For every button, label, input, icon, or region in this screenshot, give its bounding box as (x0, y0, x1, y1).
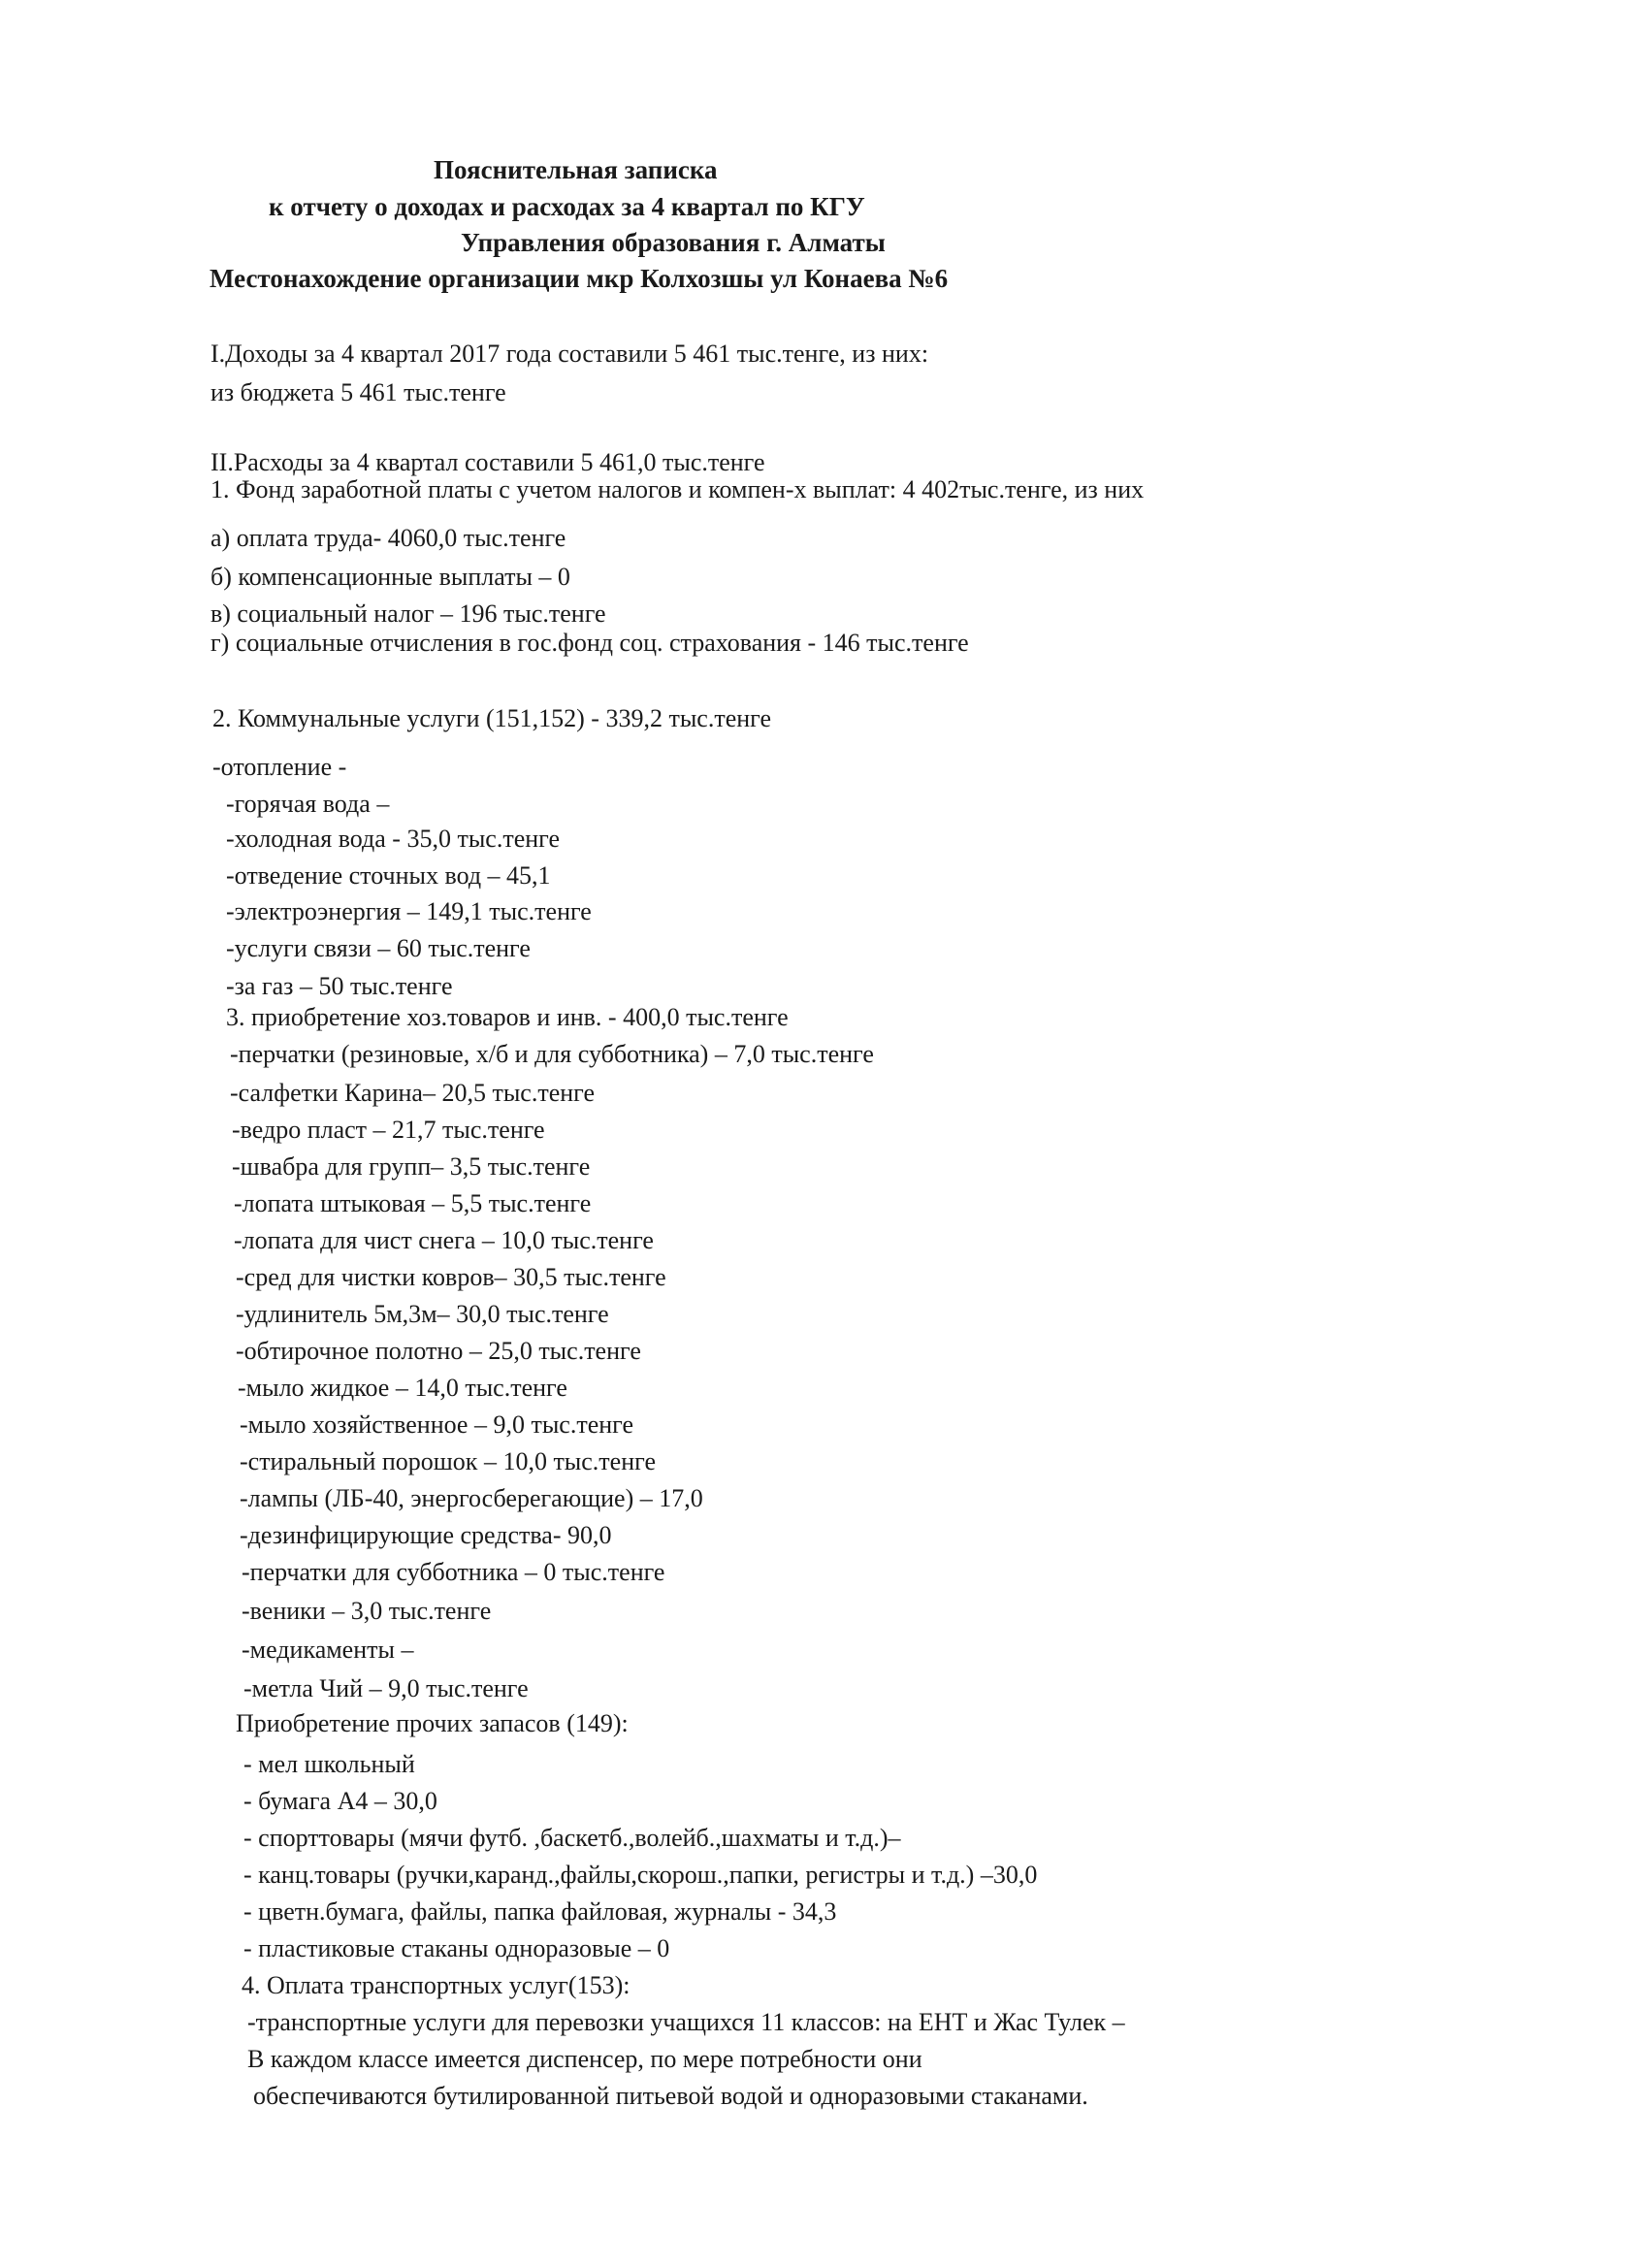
income-line: I.Доходы за 4 квартал 2017 года составили 5 461 тыс.тенге, из них: (210, 340, 929, 368)
title-line-3: Управления образования г. Алматы (461, 228, 886, 257)
list-item: -дезинфицирующие средства- 90,0 (240, 1521, 612, 1549)
list-item: -лопата для чист снега – 10,0 тыс.тенге (234, 1226, 654, 1254)
list-item: -холодная вода - 35,0 тыс.тенге (226, 825, 561, 853)
list-item: -электроэнергия – 149,1 тыс.тенге (226, 897, 592, 925)
list-item: -ведро пласт – 21,7 тыс.тенге (232, 1116, 545, 1144)
dispenser-note-line: обеспечиваются бутилированной питьевой водой и одноразовыми стаканами. (253, 2082, 1088, 2110)
income-budget-line: из бюджета 5 461 тыс.тенге (210, 378, 506, 406)
dispenser-note-line: В каждом классе имеется диспенсер, по мере потребности они (247, 2045, 922, 2073)
title-line-4: Местонахождение организации мкр Колхозшы ул Конаева №6 (210, 264, 949, 293)
list-item: - канц.товары (ручки,каранд.,файлы,скорош.,папки, регистры и т.д.) –30,0 (243, 1861, 1038, 1889)
list-item: -медикаменты – (242, 1636, 414, 1664)
transport-line: 4. Оплата транспортных услуг(153): (242, 1971, 630, 1999)
other-supplies-line: Приобретение прочих запасов (149): (236, 1709, 629, 1737)
list-item: -лампы (ЛБ-40, энергосберегающие) – 17,0 (240, 1484, 703, 1512)
title-line-2: к отчету о доходах и расходах за 4 квартал по КГУ (269, 192, 865, 221)
list-item: -отведение сточных вод – 45,1 (226, 861, 551, 890)
list-item: -за газ – 50 тыс.тенге (226, 972, 453, 1000)
list-item: -перчатки (резиновые, х/б и для субботника) – 7,0 тыс.тенге (230, 1040, 874, 1068)
list-item: -удлинитель 5м,3м– 30,0 тыс.тенге (236, 1300, 609, 1328)
list-item: а) оплата труда- 4060,0 тыс.тенге (210, 524, 566, 552)
list-item: -горячая вода – (226, 790, 390, 818)
salary-fund-line: 1. Фонд заработной платы с учетом налогов и компен-х выплат: 4 402тыс.тенге, из них (210, 475, 1145, 503)
list-item: -отопление - (212, 753, 347, 781)
list-item: -обтирочное полотно – 25,0 тыс.тенге (236, 1337, 641, 1365)
list-item: -метла Чий – 9,0 тыс.тенге (243, 1674, 529, 1702)
household-goods-line: 3. приобретение хоз.товаров и инв. - 400,0 тыс.тенге (226, 1003, 789, 1031)
list-item: -салфетки Карина– 20,5 тыс.тенге (230, 1079, 596, 1107)
list-item: -швабра для групп– 3,5 тыс.тенге (232, 1152, 591, 1181)
list-item: -лопата штыковая – 5,5 тыс.тенге (234, 1189, 592, 1217)
list-item: -мыло хозяйственное – 9,0 тыс.тенге (240, 1410, 634, 1439)
list-item: -стиральный порошок – 10,0 тыс.тенге (240, 1447, 656, 1475)
list-item: -мыло жидкое – 14,0 тыс.тенге (238, 1374, 567, 1402)
list-item: -веники – 3,0 тыс.тенге (242, 1597, 492, 1625)
list-item: - бумага А4 – 30,0 (243, 1787, 437, 1815)
list-item: г) социальные отчисления в гос.фонд соц. страхования - 146 тыс.тенге (210, 629, 969, 657)
list-item: -сред для чистки ковров– 30,5 тыс.тенге (236, 1263, 666, 1291)
list-item: - спорттовары (мячи футб. ,баскетб.,волейб.,шахматы и т.д.)– (243, 1824, 901, 1852)
expenses-line: II.Расходы за 4 квартал составили 5 461,0 тыс.тенге (210, 448, 765, 476)
list-item: -транспортные услуги для перевозки учащихся 11 классов: на ЕНТ и Жас Тулек – (247, 2008, 1125, 2036)
list-item: -услуги связи – 60 тыс.тенге (226, 934, 531, 962)
list-item: -перчатки для субботника – 0 тыс.тенге (242, 1558, 665, 1586)
list-item: - мел школьный (243, 1750, 415, 1778)
list-item: б) компенсационные выплаты – 0 (210, 563, 570, 591)
list-item: - пластиковые стаканы одноразовые – 0 (243, 1934, 670, 1962)
title-line-1: Пояснительная записка (434, 155, 718, 184)
list-item: в) социальный налог – 196 тыс.тенге (210, 599, 606, 628)
list-item: - цветн.бумага, файлы, папка файловая, журналы - 34,3 (243, 1897, 837, 1926)
utilities-line: 2. Коммунальные услуги (151,152) - 339,2 тыс.тенге (212, 704, 772, 732)
